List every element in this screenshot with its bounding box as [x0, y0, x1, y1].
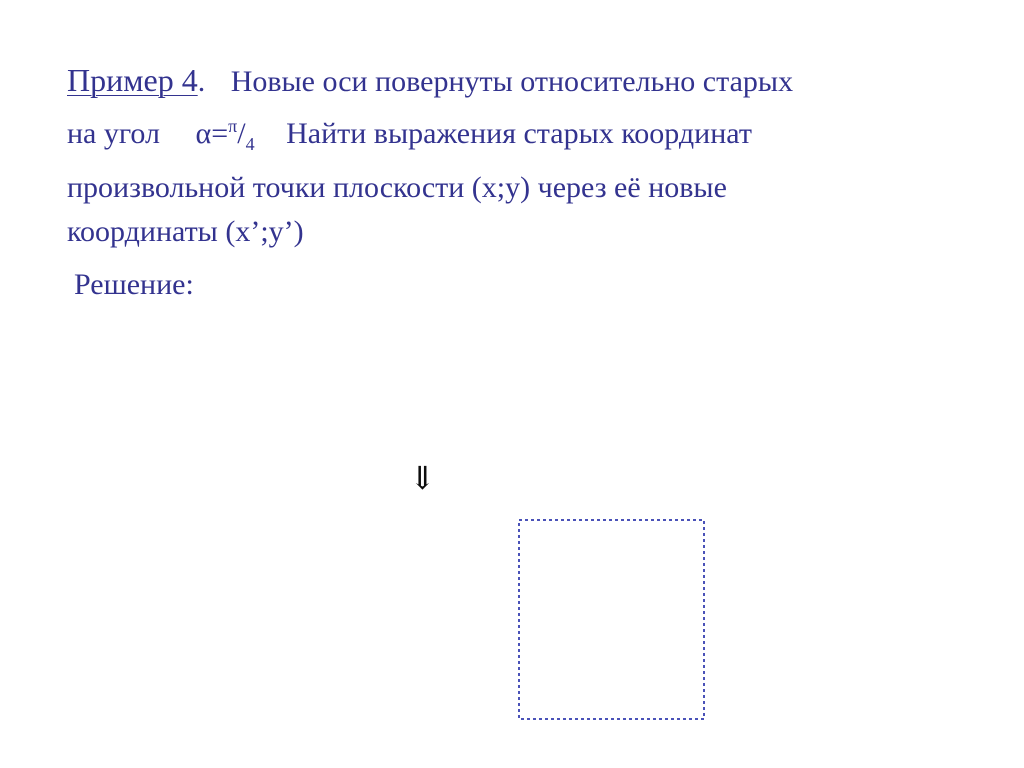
example-title: Пример 4 — [67, 62, 198, 98]
slash: / — [237, 117, 246, 150]
highlight-box — [519, 520, 704, 719]
problem-line2-start: на угол — [67, 117, 161, 150]
solution-label: Решение: — [74, 268, 194, 301]
problem-line1-text: Новые оси повернуты относительно старых — [230, 65, 794, 98]
example-title-punct: . — [197, 65, 206, 98]
pi-symbol: π — [228, 116, 238, 136]
down-arrow-icon: ⇓ — [409, 459, 436, 497]
problem-line-3: произвольной точки плоскости (x;y) через её новые — [67, 171, 727, 204]
problem-line2-end: Найти выражения старых координат — [286, 117, 752, 150]
denominator-four: 4 — [245, 134, 255, 154]
alpha-equals: α= — [195, 117, 229, 150]
problem-line-4: координаты (x’;y’) — [67, 215, 304, 248]
